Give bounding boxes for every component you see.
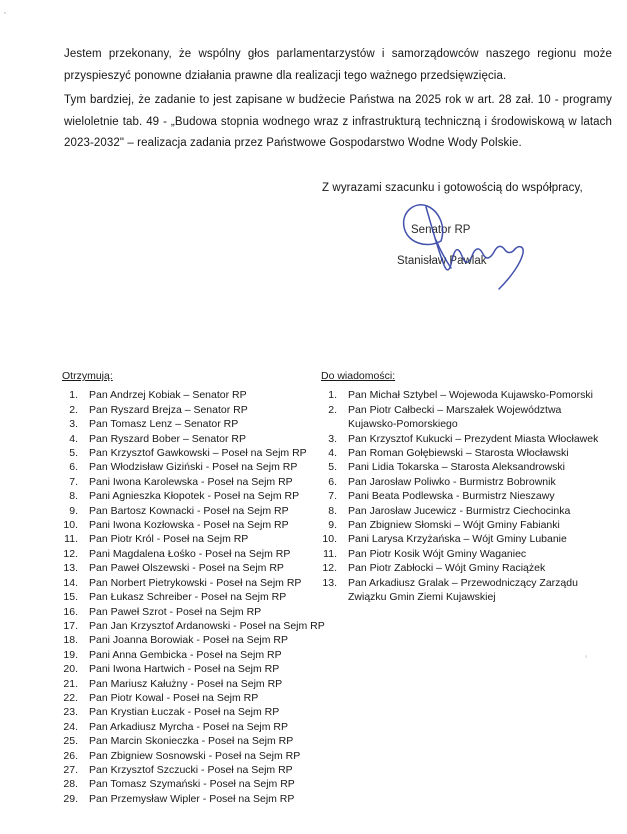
list-item-number: 4. [328, 447, 337, 460]
list-item-text: Pani Iwona Karolewska - Poseł na Sejm RP [89, 475, 293, 488]
list-item-number: 21. [63, 677, 78, 690]
list-item-number: 7. [328, 490, 337, 503]
recipient-list-item [62, 792, 354, 806]
list-item-text: Pani Agnieszka Kłopotek - Poseł na Sejm RP [89, 490, 300, 503]
recipient-list-item [62, 518, 354, 532]
recipient-list-item [62, 590, 354, 604]
recipients-heading: Otrzymują: [62, 370, 113, 382]
list-item-text: Pan Zbigniew Słomski – Wójt Gminy Fabianki [348, 519, 560, 532]
cc-list-item [321, 388, 604, 402]
cc-list-item [321, 561, 604, 575]
recipient-list-item [62, 662, 354, 676]
list-item-number: 6. [69, 461, 78, 474]
list-item-text: Pan Bartosz Kownacki - Poseł na Sejm RP [89, 504, 289, 517]
list-item-text: Pani Iwona Hartwich - Poseł na Sejm RP [89, 663, 280, 676]
list-item-text: Pan Paweł Olszewski - Poseł na Sejm RP [89, 562, 284, 575]
recipient-list-item [62, 691, 354, 705]
scan-speck [585, 655, 587, 658]
cc-heading: Do wiadomości: [321, 370, 396, 382]
list-item-text: Pan Krzysztof Kukucki – Prezydent Miasta Włocławek [348, 432, 599, 445]
cc-list [321, 388, 604, 604]
list-item-text: Pan Piotr Całbecki – Marszałek Województwa Kujawsko-Pomorskiego [348, 403, 562, 431]
list-item-text: Pan Jarosław Poliwko - Burmistrz Bobrownik [348, 475, 556, 488]
list-item-text: Pan Włodzisław Giziński - Poseł na Sejm RP [89, 461, 298, 474]
list-item-text: Pan Jarosław Jucewicz - Burmistrz Ciechocinka [348, 504, 571, 517]
list-item-number: 25. [63, 735, 78, 748]
list-item-text: Pan Piotr Król - Poseł na Sejm RP [89, 533, 249, 546]
list-item-text: Pan Tomasz Szymański - Poseł na Sejm RP [89, 778, 295, 791]
recipient-list-item [62, 561, 354, 575]
list-item-number: 2. [328, 403, 337, 416]
list-item-text: Pan Mariusz Kałużny - Poseł na Sejm RP [89, 677, 283, 690]
recipient-list-item [62, 489, 354, 503]
cc-list-item [321, 475, 604, 489]
list-item-text: Pan Roman Gołębiewski – Starosta Włocławski [348, 447, 569, 460]
list-item-number: 22. [63, 691, 78, 704]
list-item-number: 15. [63, 591, 78, 604]
recipient-list-item [62, 403, 354, 417]
list-item-text: Pan Michał Sztybel – Wojewoda Kujawsko-Pomorski [348, 389, 593, 402]
cc-list-item [321, 547, 604, 561]
cc-list-item [321, 518, 604, 532]
list-item-number: 29. [63, 792, 78, 805]
list-item-text: Pan Piotr Zabłocki – Wójt Gminy Raciążek [348, 562, 546, 575]
recipient-list-item [62, 705, 354, 719]
cc-list-item [321, 460, 604, 474]
list-item-text: Pan Łukasz Schreiber - Poseł na Sejm RP [89, 591, 287, 604]
list-item-text: Pani Magdalena Łośko - Poseł na Sejm RP [89, 547, 291, 560]
list-item-text: Pan Paweł Szrot - Poseł na Sejm RP [89, 605, 262, 618]
recipient-list-item [62, 749, 354, 763]
list-item-text: Pan Krzysztof Gawkowski – Poseł na Sejm RP [89, 447, 307, 460]
recipient-list-item [62, 734, 354, 748]
list-item-text: Pan Marcin Skonieczka - Poseł na Sejm RP [89, 735, 294, 748]
list-item-number: 7. [69, 475, 78, 488]
list-item-number: 1. [69, 389, 78, 402]
list-item-text: Pani Beata Podlewska - Burmistrz Nieszawy [348, 490, 555, 503]
list-item-text: Pan Piotr Kosik Wójt Gminy Waganiec [348, 547, 527, 560]
list-item-text: Pani Larysa Krzyżańska – Wójt Gminy Lubanie [348, 533, 567, 546]
list-item-number: 8. [328, 504, 337, 517]
list-item-text: Pan Krystian Łuczak - Poseł na Sejm RP [89, 706, 280, 719]
cc-list-item [321, 432, 604, 446]
list-item-number: 24. [63, 720, 78, 733]
list-item-text: Pani Anna Gembicka - Poseł na Sejm RP [89, 648, 282, 661]
recipients-section [62, 369, 354, 806]
list-item-text: Pan Arkadiusz Myrcha - Poseł na Sejm RP [89, 720, 288, 733]
list-item-number: 2. [69, 403, 78, 416]
recipient-list-item [62, 532, 354, 546]
list-item-text: Pan Krzysztof Szczucki - Poseł na Sejm RP [89, 763, 293, 776]
list-item-number: 3. [69, 418, 78, 431]
recipient-list-item [62, 504, 354, 518]
list-item-number: 20. [63, 663, 78, 676]
list-item-text: Pan Jan Krzysztof Ardanowski - Poseł na Sejm RP [89, 619, 325, 632]
recipient-list-item [62, 677, 354, 691]
list-item-number: 5. [69, 447, 78, 460]
recipient-list-item [62, 475, 354, 489]
list-item-text: Pani Joanna Borowiak - Poseł na Sejm RP [89, 634, 289, 647]
list-item-number: 19. [63, 648, 78, 661]
list-item-text: Pan Andrzej Kobiak – Senator RP [89, 389, 247, 402]
list-item-number: 3. [328, 432, 337, 445]
recipient-list-item [62, 605, 354, 619]
recipient-list-item [62, 417, 354, 431]
list-item-text: Pan Zbigniew Sosnowski - Poseł na Sejm RP [89, 749, 301, 762]
list-item-number: 12. [63, 547, 78, 560]
list-item-number: 16. [63, 605, 78, 618]
signature-title: Senator RP [411, 224, 471, 236]
cc-list-item [321, 504, 604, 518]
recipient-list-item [62, 633, 354, 647]
list-item-number: 9. [328, 519, 337, 532]
list-item-number: 10. [63, 519, 78, 532]
list-item-number: 1. [328, 389, 337, 402]
list-item-text: Pan Arkadiusz Gralak – Przewodniczący Zarządu Związku Gmin Ziemi Kujawskiej [348, 576, 578, 604]
recipient-list-item [62, 432, 354, 446]
list-item-text: Pan Piotr Kowal - Poseł na Sejm RP [89, 691, 259, 704]
cc-section [321, 369, 604, 605]
recipient-list-item [62, 648, 354, 662]
recipient-list-item [62, 720, 354, 734]
list-item-text: Pani Iwona Kozłowska - Poseł na Sejm RP [89, 519, 289, 532]
recipient-list-item [62, 446, 354, 460]
recipient-list-item [62, 388, 354, 402]
list-item-number: 5. [328, 461, 337, 474]
list-item-text: Pan Przemysław Wipler - Poseł na Sejm RP [89, 792, 295, 805]
list-item-number: 13. [322, 576, 337, 589]
recipient-list-item [62, 547, 354, 561]
list-item-text: Pan Norbert Pietrykowski - Poseł na Sejm RP [89, 576, 302, 589]
list-item-number: 26. [63, 749, 78, 762]
recipient-list-item [62, 619, 354, 633]
cc-list-item [321, 446, 604, 460]
list-item-text: Pani Lidia Tokarska – Starosta Aleksandrowski [348, 461, 565, 474]
paragraph-conviction: Jestem przekonany, że wspólny głos parlamentarzystów i samorządowców naszego regionu może przyspieszyć ponowne działania prawne dla realizacji tego ważnego przedsięwzięcia. [64, 48, 612, 82]
recipient-list-item [62, 763, 354, 777]
list-item-text: Pan Ryszard Bober – Senator RP [89, 432, 246, 445]
list-item-number: 28. [63, 778, 78, 791]
list-item-number: 11. [323, 547, 337, 560]
list-item-number: 4. [69, 432, 78, 445]
list-item-number: 14. [63, 576, 78, 589]
list-item-number: 6. [328, 475, 337, 488]
scan-speck [4, 12, 6, 14]
cc-list-item [321, 532, 604, 546]
list-item-number: 17. [63, 619, 78, 632]
list-item-number: 11. [64, 533, 78, 546]
list-item-text: Pan Ryszard Brejza – Senator RP [89, 403, 248, 416]
recipient-list-item [62, 576, 354, 590]
cc-list-item [321, 576, 604, 605]
closing-salutation: Z wyrazami szacunku i gotowością do współpracy, [322, 182, 583, 194]
list-item-number: 10. [322, 533, 337, 546]
recipient-list-item [62, 460, 354, 474]
list-item-number: 23. [63, 706, 78, 719]
list-item-number: 27. [63, 763, 78, 776]
cc-list-item [321, 489, 604, 503]
list-item-number: 9. [69, 504, 78, 517]
cc-list-item [321, 403, 604, 432]
list-item-number: 12. [322, 562, 337, 575]
list-item-text: Pan Tomasz Lenz – Senator RP [89, 418, 239, 431]
recipients-list [62, 388, 354, 806]
list-item-number: 18. [63, 634, 78, 647]
signature-name: Stanisław Pawlak [397, 255, 487, 267]
paragraph-budget: Tym bardziej, że zadanie to jest zapisane w budżecie Państwa na 2025 rok w art. 28 zał. 10 - programy wieloletnie tab. 49 - „Budowa stopnia wodnego wraz z infrastrukturą techniczną i środowiskową w latach 2023-2032" – realizacja zadania przez Państwowe Gospodarstwo Wodne Wody Polskie. [64, 94, 612, 149]
list-item-number: 13. [63, 562, 78, 575]
recipient-list-item [62, 777, 354, 791]
list-item-number: 8. [69, 490, 78, 503]
